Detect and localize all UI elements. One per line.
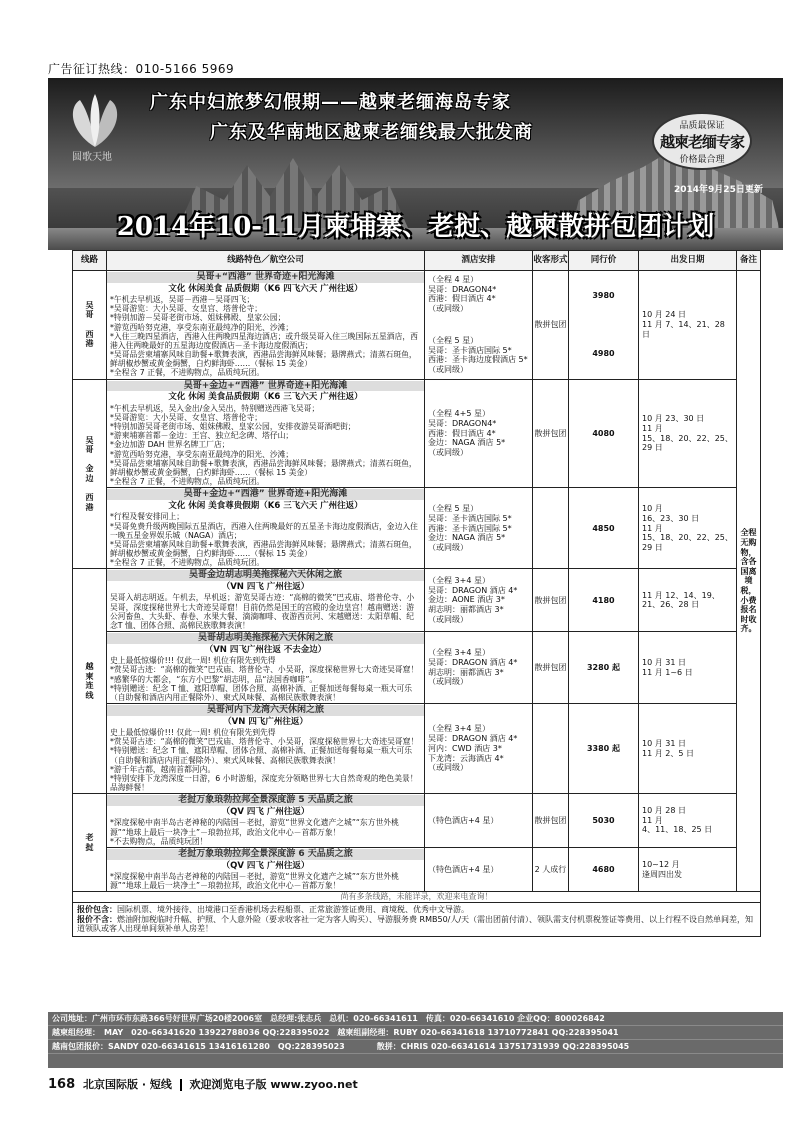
booking-form-cell: 散拼包团 (533, 271, 569, 380)
hotel-line: （全程 3+4 星） (428, 648, 490, 658)
route-detail: *特别加游吴哥老街市场、姐妹佛殿、皇家公园，安排夜游吴哥酒吧街； (110, 422, 356, 432)
hotel-line: 下龙湾：云海酒店 4* (428, 753, 504, 763)
departure-dates-cell: 10 月 31 日 11 月 1~6 日 (639, 632, 737, 704)
route-title[interactable]: 吴哥金边胡志明美拖探秘六天休闲之旅 (107, 570, 424, 581)
route-title[interactable]: 吴哥+金边+“西港” 世界奇迹+阳光海滩 (107, 381, 424, 392)
departure-dates-cell: 10 月 28 日 11 月 4、11、18、25 日 (639, 794, 737, 848)
price-cell (569, 379, 639, 488)
line-group-cell: 吴 哥 金 边 西 港 (73, 379, 107, 569)
route-detail: *吴哥免费升级两晚国际五星酒店，西港入住两晚最好的五星圣卡海边度假酒店，金边入住一晚五星金界娱乐城（NAGA）酒店； (110, 521, 418, 540)
hotel-line: 吴哥：DRAGON 酒店 4* (428, 585, 518, 595)
hotel-cell (425, 847, 533, 891)
route-subtitle: （VN 四飞广州往返 不去金边） (204, 644, 327, 655)
table-row (73, 847, 761, 891)
route-detail: *金边加游 DAH 世界名牌工厂店； (110, 440, 230, 450)
route-detail: *吴哥品尝柬埔寨风味自助餐+歌舞表演，西港品尝海鲜风味餐；悬牌燕式；清蒸石斑鱼，鲜胡椒炒蟹或黄金焗蟹，白灼鲜海虾……（餐标 15 美金） (110, 458, 417, 477)
route-detail: *午机去早机返，吴哥－西港－吴哥四飞； (110, 294, 255, 304)
table-row (73, 704, 761, 794)
hotel-line: （全程 4+5 星） (428, 409, 490, 419)
contact-footer (48, 1012, 783, 1068)
hotel-cell (425, 569, 533, 632)
divider (180, 1079, 182, 1091)
route-detail: *吴哥品尝柬埔寨风味自助餐+歌舞表演，西港品尝海鲜风味餐；悬牌燕式；清蒸石斑鱼，鲜胡椒炒蟹或黄金焗蟹，白灼鲜海虾……（餐标 15 美金） (110, 539, 417, 559)
spacer (428, 314, 529, 336)
departure-dates-cell: 10 月 31 日 11 月 2、5 日 (639, 704, 737, 794)
booking-form-cell (533, 704, 569, 794)
hotel-line: （特色酒店+4 星） (428, 815, 499, 825)
route-detail: *吴哥游览：大小吴哥、女皇宫、塔普伦寺； (110, 412, 263, 422)
booking-form-cell: 散拼包团 (533, 632, 569, 704)
exclude-label: 报价不含： (77, 914, 117, 924)
departure-dates-cell: 10 月 24 日 11 月 7、14、21、28 日 (639, 271, 737, 380)
hotel-line: （或同级） (428, 543, 468, 553)
booking-form-cell: 散拼包团 (533, 794, 569, 848)
hotel-line: （或同级） (428, 763, 468, 773)
hotel-line: 吴哥：圣卡酒店国际 5* (428, 513, 512, 523)
route-detail: *赏吴哥古迹：“高棉的微笑”巴戎庙、塔普伦寺、小吴哥，深度探秘世界七大奇迹吴哥窟！*感繁华的大都会，“东方小巴黎”胡志明，品“法国香咖啡”。 (110, 665, 419, 684)
departure-dates-cell: 10~12 月 逢周四出发 (639, 847, 737, 891)
hotel-line: （全程 5 星） (428, 335, 479, 345)
table-row (73, 569, 761, 632)
hotel-line: （全程 5 星） (428, 504, 479, 514)
route-title[interactable]: 吴哥+金边+“西港” 世界奇迹+阳光海滩 (107, 489, 424, 500)
route-detail: *午机去早机返，吴入金出/金入吴出，特别赠送西港飞吴哥； (110, 403, 320, 413)
route-detail: *游柬埔寨首都－金边：王宫、独立纪念碑、塔仔山； (110, 431, 294, 441)
route-cell (107, 379, 425, 488)
table-row (73, 379, 761, 488)
price-cell (569, 794, 639, 848)
booking-form-cell (533, 488, 569, 569)
include-label: 报价包含： (77, 904, 117, 914)
hotel-line: （或同级） (428, 365, 468, 375)
hotel-cell (425, 488, 533, 569)
table-header-row (73, 251, 761, 271)
route-detail: *深度探秘中南半岛古老神秘的内陆国－老挝，游览“世界文化遗产之城”“东方世外桃源”“地球上最后一块净土”－琅勃拉邦，政治文化中心－首都万象！ (110, 871, 399, 891)
footer-booking-row: 越南包团报价：SANDY 020-66341615 13416161280 QQ:228395023 散拼：CHRIS 020-66341614 13751731939 QQ:228395045 (48, 1040, 783, 1054)
price-cell (569, 704, 639, 794)
price-value: 3280 起 (586, 662, 621, 672)
badge-main-text: 越柬老缅专家 (659, 133, 744, 151)
page-footer (48, 1076, 358, 1092)
hotel-line: 西港：圣卡酒店国际 5* (428, 523, 512, 533)
line-group-cell: 越 柬 连 线 (73, 569, 107, 794)
column-header: 出发日期 (639, 251, 737, 271)
price-value: 3380 起 (586, 743, 621, 753)
route-detail: *特别安排下龙湾深度一日游，6 小时游船，深度充分领略世界七大自然奇观的绝色美景！品海鲜餐！ (110, 774, 418, 793)
hotel-line: 西港：圣卡海边度假酒店 5* (428, 355, 528, 365)
route-detail: *游千年古都，越南首都河内。 (110, 764, 216, 774)
route-detail: *全程含 7 正餐，不进购物点，品质纯玩团。 (110, 558, 265, 568)
hotel-line: （特色酒店+4 星） (428, 864, 499, 874)
booking-form-cell: 散拼包团 (533, 569, 569, 632)
hotel-line: 胡志明：丽都酒店 3* (428, 667, 504, 677)
route-detail: *游览西哈努克港，享受东南亚最纯净的阳光、沙滩； (110, 322, 294, 332)
hotel-cell (425, 632, 533, 704)
hotel-line: 西港：假日酒店 4* (428, 428, 496, 438)
update-date: 2014年9月25日更新 (674, 185, 763, 195)
route-subtitle: （QV 四飞 广州往返） (221, 860, 310, 871)
page-number: 168 (48, 1077, 76, 1092)
price-value: 4850 (592, 523, 615, 533)
departure-dates-cell: 11 月 12、14、19、21、26、28 日 (639, 569, 737, 632)
route-detail: 史上最低惊爆价!!! 仅此一周! 机位有限先到先得 (110, 728, 276, 738)
route-subtitle: （VN 四飞广州往返） (223, 716, 308, 727)
slogan: 欢迎浏览电子版 (189, 1078, 267, 1091)
footer-manager-row: 越柬组经理： MAY 020-66341620 13922788036 QQ:228395022 越柬组副经理：RUBY 020-66341618 13710772841 QQ:228395041 (48, 1026, 783, 1040)
price-include-cell (73, 902, 761, 936)
column-header: 线路特色／航空公司 (107, 251, 425, 271)
more-routes-text: 尚有多条线路，未能详录，欢迎来电查询！ (73, 892, 761, 903)
line-group-cell: 老 挝 (73, 794, 107, 892)
hotel-line: 吴哥：DRAGON 酒店 4* (428, 734, 518, 744)
route-cell (107, 794, 425, 848)
remarks-cell: 全程无购物，含各国离境税，小费报名时收齐。 (737, 271, 761, 892)
hotel-line: 西港：假日酒店 4* (428, 294, 496, 304)
price-cell (569, 847, 639, 891)
hotel-line: 河内：CWD 酒店 3* (428, 743, 502, 753)
hotel-cell (425, 794, 533, 848)
hotel-line: 金边：NAGA 酒店 5* (428, 533, 506, 543)
route-cell (107, 271, 425, 380)
route-detail: *吴哥品尝柬埔寨风味自助餐+歌舞表演，西港品尝海鲜风味餐；悬牌燕式；清蒸石斑鱼，鲜胡椒炒蟹或黄金焗蟹，白灼鲜海虾……（餐标 15 美金） (110, 350, 417, 369)
hotel-line: 吴哥：DRAGON 酒店 4* (428, 657, 518, 667)
company-logo-icon (60, 92, 130, 152)
booking-form-cell: 2 人成行 (533, 847, 569, 891)
column-header: 酒店安排 (425, 251, 533, 271)
more-routes-row (73, 892, 761, 903)
hotel-cell (425, 704, 533, 794)
hotel-line: 吴哥：圣卡酒店国际 5* (428, 345, 512, 355)
price-value: 5030 (592, 815, 615, 825)
route-detail: *全程含 7 正餐，不进购物点，品质纯玩团。 (110, 368, 265, 378)
tour-schedule-table (72, 250, 761, 937)
footer-address-row: 公司地址：广州市环市东路366号好世界广场20楼2006室 总经理:张志兵 总机：020-66341611 传真：020-66341610 企业QQ：800026842 (48, 1012, 783, 1026)
route-title[interactable]: 老挝万象琅勃拉邦全景深度游 5 天品质之旅 (107, 795, 424, 806)
route-subtitle: 文化 休闲美食 品质假期（K6 四飞六天 广州往返） (168, 283, 363, 294)
hotel-line: 胡志明：丽都酒店 3* (428, 605, 504, 615)
column-header: 同行价 (569, 251, 639, 271)
route-title[interactable]: 吴哥河内下龙湾六天休闲之旅 (107, 705, 424, 716)
price-cell (569, 488, 639, 569)
route-detail: *特别赠送：纪念 T 恤、遮阳草帽、团体合照、高棉补酒、正餐加送每餐每桌一瓶大可乐（自助餐和酒店内用正餐除外）、柬式风味餐、高棉民族歌舞表演！ (110, 746, 413, 765)
hotel-line: （全程 3+4 星） (428, 724, 490, 734)
hotel-line: （或同级） (428, 614, 468, 624)
line-group-cell: 吴 哥 西 港 (73, 271, 107, 380)
exclude-text: 燃油附加税临时升幅、护照、个人意外险（要求收客社一定为客人购买）、导游服务费 RMB50/人/天（需出团前付清）、领队需支付机票税签证等费用、以上行程不设自然单间差，知道领队或客人出现单间须补单人房差！ (77, 914, 754, 934)
price-value-upgrade: 4980 (592, 348, 615, 358)
price-cell (569, 632, 639, 704)
departure-dates-cell: 10 月 16、23、30 日 11 月 15、18、20、22、25、29 日 (639, 488, 737, 569)
banner-headline-1: 广东中妇旅梦幻假期——越柬老缅海岛专家 (150, 92, 511, 113)
route-detail: *特别赠送：纪念 T 恤、遮阳草帽、团体合照、高棉补酒、正餐加送每餐每桌一瓶大可乐（自助餐和酒店内用正餐除外）、柬式风味餐、高棉民族歌舞表演！ (110, 683, 413, 702)
hotel-line: （或同级） (428, 304, 468, 314)
price-value: 3980 (592, 291, 615, 301)
spacer (569, 301, 638, 349)
table-row (73, 488, 761, 569)
route-cell (107, 569, 425, 632)
price-value: 4180 (592, 595, 615, 605)
price-value: 4080 (592, 428, 615, 438)
route-detail: 史上最低惊爆价!!! 仅此一周! 机位有限先到先得 (110, 656, 276, 666)
hotel-line: 吴哥：DRAGON4* (428, 284, 497, 294)
hotel-cell (425, 271, 533, 380)
route-detail: *全程含 7 正餐，不进购物点，品质纯玩团。 (110, 477, 265, 487)
route-detail: *入住三晚四星酒店，西港入住两晚四星海边酒店；或升级吴哥入住三晚国际五星酒店，西港入住两晚最好的五星海边度假酒店－圣卡海边度假酒店； (110, 331, 418, 350)
route-subtitle: （VN 四飞 广州往返） (221, 582, 310, 593)
badge-top-text: 品质最保证 (679, 121, 725, 131)
table-row (73, 632, 761, 704)
column-header: 线路 (73, 251, 107, 271)
hotel-line: 金边：NAGA 酒店 5* (428, 438, 506, 448)
table-row (73, 794, 761, 848)
ad-hotline: 广告征订热线：010-5166 5969 (48, 62, 235, 76)
include-text: 国际机票、境外接待、出境港口至香港机场去程船票、正常旅游签证费用、商境税、优秀中文导游。 (117, 904, 469, 914)
hotel-line: （全程 4 星） (428, 274, 479, 284)
route-detail: *不去购物点，品质纯玩团！ (110, 836, 208, 846)
website-link[interactable]: www.zyoo.net (270, 1078, 358, 1091)
departure-dates-cell: 10 月 23、30 日 11 月 15、18、20、22、25、29 日 (639, 379, 737, 488)
route-detail: *游览西哈努克港，享受东南亚最纯净的阳光、沙滩； (110, 449, 294, 459)
route-cell (107, 632, 425, 704)
column-header: 收客形式 (533, 251, 569, 271)
table-row (73, 271, 761, 380)
route-title[interactable]: 吴哥胡志明美拖探秘六天休闲之旅 (107, 633, 424, 644)
logo-text: 圆歌天地 (72, 152, 112, 163)
quality-badge (652, 112, 752, 170)
route-cell (107, 704, 425, 794)
price-value: 4680 (592, 864, 615, 874)
banner-headline-2: 广东及华南地区越柬老缅线最大批发商 (210, 122, 533, 143)
hotel-line: （或同级） (428, 677, 468, 687)
route-cell (107, 488, 425, 569)
hotel-line: （全程 3+4 星） (428, 575, 490, 585)
route-subtitle: 文化 休闲 美食尊贵假期（K6 三飞六天 广州往返） (168, 501, 363, 512)
hotel-line: （或同级） (428, 448, 468, 458)
hotel-line: 金边：AONE 酒店 3* (428, 595, 505, 605)
route-subtitle: 文化 休闲 美食品质假期（K6 三飞六天 广州往返） (168, 392, 363, 403)
hotel-line: 吴哥：DRAGON4* (428, 418, 497, 428)
route-detail: *赏吴哥古迹：“高棉的微笑”巴戎庙、塔普伦寺、小吴哥，深度探秘世界七大奇迹吴哥窟！ (110, 737, 419, 747)
route-title[interactable]: 老挝万象琅勃拉邦全景深度游 6 天品质之旅 (107, 849, 424, 860)
route-detail: *吴哥游览：大小吴哥、女皇宫、塔普伦寺； (110, 304, 263, 314)
hotel-cell (425, 379, 533, 488)
route-subtitle: （QV 四飞 广州往返） (221, 807, 310, 818)
plan-title: 2014年10-11月柬埔寨、老挝、越柬散拼包团计划 (116, 212, 715, 242)
route-detail: 吴哥入胡志明返。午机去，早机返；游览吴哥古迹：“高棉的微笑”巴戎庙、塔普伦寺、小吴哥，深度探秘世界七大奇迹吴哥窟！目前仍然是国王的宫殿的金边皇宫！越南赠送：游公河畜鱼、大头虾、春卷、水果大餐、滴滴咖啡、夜游西贡河、宋越赠送：太阳草帽、纪念T 恤、团体合照、高棉民族歌舞表演！ (110, 593, 415, 630)
badge-bottom-text: 价格最合理 (679, 155, 725, 165)
route-cell (107, 847, 425, 891)
route-detail: *行程及餐安排同上； (110, 512, 185, 522)
route-title[interactable]: 吴哥+“西港” 世界奇迹+阳光海滩 (107, 272, 424, 283)
booking-form-cell: 散拼包团 (533, 379, 569, 488)
route-detail: *深度探秘中南半岛古老神秘的内陆国－老挝，游览“世界文化遗产之城”“东方世外桃源”“地球上最后一块净土”－琅勃拉邦，政治文化中心－首都万象！ (110, 818, 399, 837)
column-header: 备注 (737, 251, 761, 271)
route-detail: *特别加游－吴哥老街市场、姐妹佛殿、皇家公园； (110, 313, 286, 323)
edition-title: 北京国际版 · 短线 (82, 1078, 172, 1091)
price-include-row (73, 902, 761, 936)
price-cell (569, 271, 639, 380)
price-cell (569, 569, 639, 632)
